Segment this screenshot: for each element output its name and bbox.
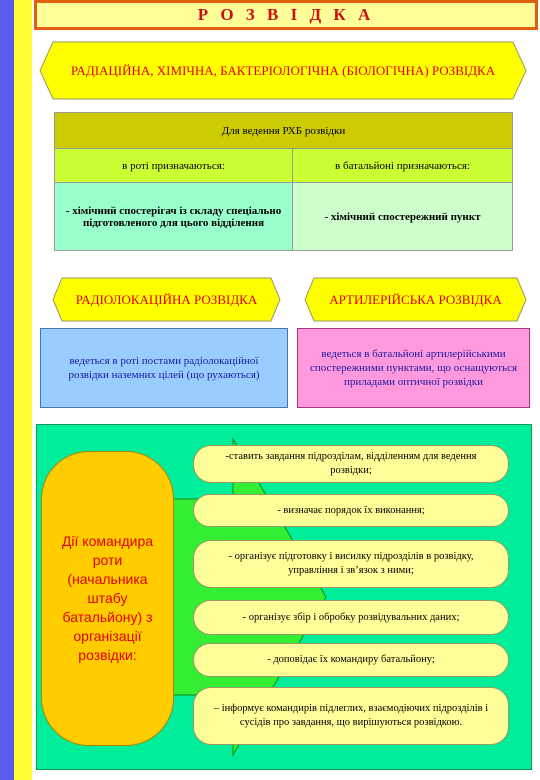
- rhb-company-value: - хімічний спостерігач із складу спеціально підготовленого для цього відділення: [55, 183, 293, 251]
- rhb-table: [54, 112, 513, 251]
- left-blue-stripe: [0, 0, 14, 780]
- commander-actions-box: Дії командира роти (начальника штабу батальйону) з організації розвідки:: [41, 451, 174, 746]
- radar-banner: РАДІОЛОКАЦІЙНА РОЗВІДКА: [75, 291, 258, 307]
- radar-description: ведеться в роті постами радіолокаційної розвідки наземних цілей (що рухаються): [40, 328, 288, 408]
- duty-item: - організує підготовку і висилку підрозділів в розвідку, управління і зв’язок з ними;: [193, 540, 509, 588]
- rhb-banner: РАДІАЦІЙНА, ХІМІЧНА, БАКТЕРІОЛОГІЧНА (БІОЛОГІЧНА) РОЗВІДКА: [70, 62, 496, 78]
- rhb-col-battalion: в батальйоні призначаються:: [293, 149, 513, 183]
- duty-item: -ставить завдання підрозділам, відділенням для ведення розвідки;: [193, 445, 509, 483]
- duty-item: – інформує командирів підлеглих, взаємодіючих підрозділів і сусідів про завдання, що вирішуються розвідкою.: [193, 687, 509, 745]
- left-yellow-stripe: [14, 0, 32, 780]
- rhb-col-company: в роті призначаються:: [55, 149, 293, 183]
- duty-item: - організує збір і обробку розвідувальних даних;: [193, 600, 509, 635]
- duty-item: - доповідає їх командиру батальйону;: [193, 643, 509, 677]
- page-title: Р О З В І Д К А: [34, 0, 538, 30]
- artillery-description: ведеться в батальйоні артилерійськими спостережними пунктами, що оснащуються приладами оптичної розвідки: [297, 328, 530, 408]
- rhb-table-header: Для ведення РХБ розвідки: [55, 113, 513, 149]
- rhb-battalion-value: - хімічний спостережний пункт: [293, 183, 513, 251]
- duty-item: - визначає порядок їх виконання;: [193, 494, 509, 527]
- artillery-banner: АРТИЛЕРІЙСЬКА РОЗВІДКА: [329, 291, 502, 307]
